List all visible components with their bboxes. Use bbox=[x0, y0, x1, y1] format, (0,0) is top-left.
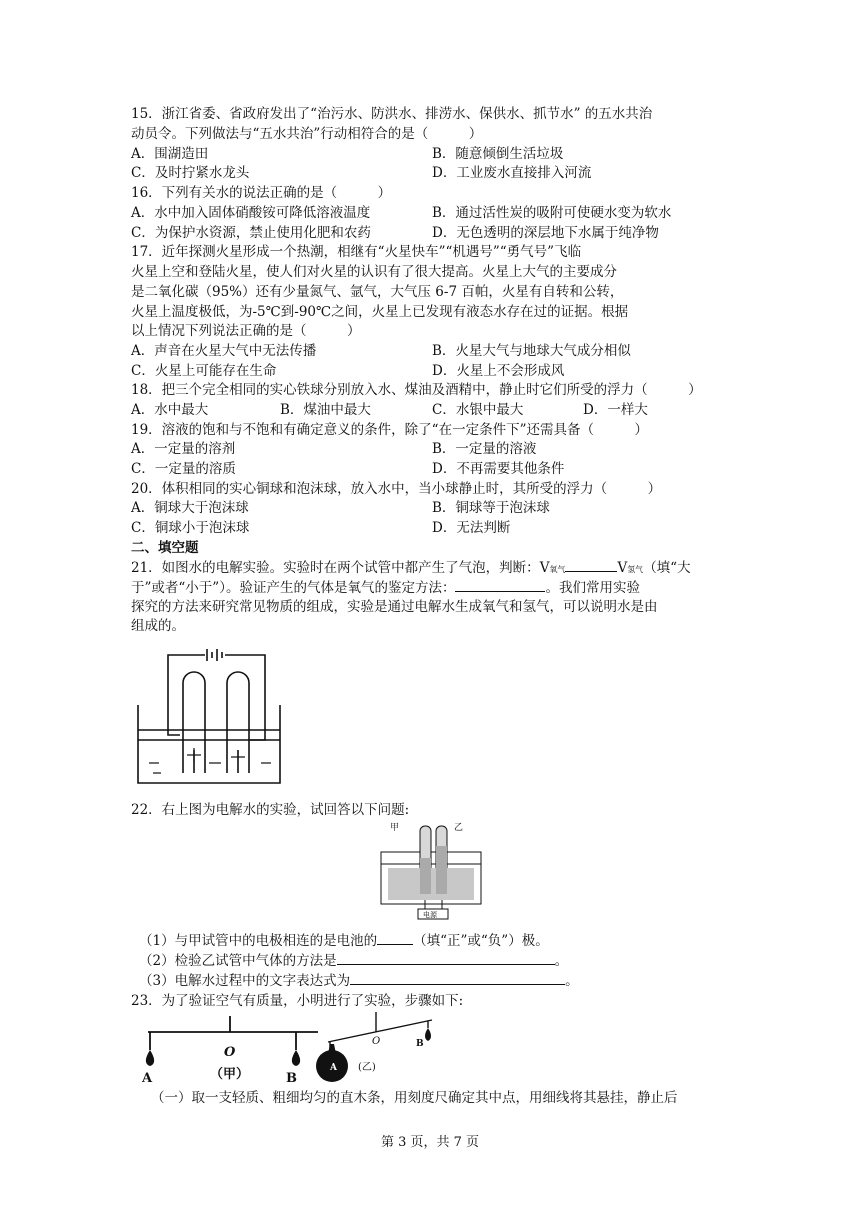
q18-option-b: B．煤油中最大 bbox=[280, 402, 371, 418]
q21-blank-1[interactable] bbox=[565, 558, 617, 572]
q22-blank-2[interactable] bbox=[337, 951, 555, 965]
q18-options bbox=[131, 401, 731, 419]
electrolysis-diagram-2 bbox=[378, 818, 484, 928]
q19-options-row1 bbox=[131, 440, 731, 458]
q15-option-d: D．工业废水直接排入河流 bbox=[432, 165, 592, 181]
fig2-label-a: A bbox=[330, 1063, 337, 1073]
q21-sub-hydrogen: 氢气 bbox=[627, 565, 644, 574]
q15-options-row1 bbox=[131, 145, 731, 163]
q21-blank-2[interactable] bbox=[455, 578, 545, 592]
q23-stem: 23．为了验证空气有质量，小明进行了实验，步骤如下: bbox=[131, 993, 464, 1009]
q22-sub3 bbox=[139, 971, 579, 990]
q21-v-hydrogen: V bbox=[617, 560, 628, 576]
q20-option-b: B．铜球等于泡沫球 bbox=[432, 500, 550, 516]
q20-option-d: D．无法判断 bbox=[432, 520, 511, 536]
fig2-label-o: O bbox=[372, 1036, 381, 1047]
q16-stem: 16．下列有关水的说法正确的是（ ） bbox=[131, 185, 392, 201]
fig1-caption: （甲） bbox=[210, 1067, 250, 1082]
q17-option-a: A．声音在火星大气中无法传播 bbox=[131, 343, 317, 359]
q21-text-2: （填“大 bbox=[643, 560, 691, 576]
q17-stem-line2: 火星上空和登陆火星，使人们对火星的认识有了很大提高。火星上大气的主要成分 bbox=[131, 264, 617, 280]
q15-option-b: B．随意倾倒生活垃圾 bbox=[432, 146, 564, 162]
q15-stem-line2: 动员令。下列做法与“五水共治”行动相符合的是（ ） bbox=[131, 126, 483, 142]
q16-option-a: A．水中加入固体硝酸铵可降低溶液温度 bbox=[131, 205, 371, 221]
q17-option-c: C．火星上可能存在生命 bbox=[131, 363, 277, 379]
q22-sub2 bbox=[139, 951, 568, 970]
q16-options-row2 bbox=[131, 224, 731, 242]
fig2-caption: (乙) bbox=[358, 1062, 376, 1073]
label-yi: 乙 bbox=[454, 823, 464, 833]
q21-line4: 组成的。 bbox=[131, 618, 185, 634]
q22-sub2-text: （2）检验乙试管中气体的方法是 bbox=[139, 953, 337, 969]
label-jia: 甲 bbox=[390, 823, 400, 833]
q22-blank-1[interactable] bbox=[377, 931, 413, 945]
q17-stem-line4: 火星上温度极低，为-5℃到-90℃之间，火星上已发现有液态水存在过的证据。根据 bbox=[131, 304, 629, 320]
fig1-label-a: A bbox=[142, 1071, 153, 1086]
q21-text-4: 。我们常用实验 bbox=[545, 580, 640, 596]
q20-options-row1 bbox=[131, 499, 731, 517]
q22-sub3-tail: 。 bbox=[565, 973, 579, 989]
q21-line3: 探究的方法来研究常见物质的组成，实验是通过电解水生成氧气和氢气，可以说明水是由 bbox=[131, 599, 658, 615]
q22-sub3-text: （3）电解水过程中的文字表达式为 bbox=[139, 973, 351, 989]
q17-options-row1 bbox=[131, 342, 731, 360]
q22-sub1 bbox=[139, 931, 549, 950]
q22-blank-3[interactable] bbox=[350, 971, 565, 985]
q20-options-row2 bbox=[131, 519, 731, 537]
balance-diagram-yi bbox=[310, 1010, 440, 1088]
page-footer: 第 3 页，共 7 页 bbox=[380, 1135, 480, 1150]
q16-option-c: C．为保护水资源，禁止使用化肥和农药 bbox=[131, 225, 371, 241]
q17-stem-line3: 是二氧化碳（95%）还有少量氮气、氩气，大气压 6-7 百帕，火星有自转和公转， bbox=[131, 284, 624, 300]
q17-options-row2 bbox=[131, 362, 731, 380]
balance-diagram-jia bbox=[138, 1012, 328, 1086]
q17-option-d: D．火星上不会形成风 bbox=[432, 363, 565, 379]
q21-v-oxygen: V bbox=[539, 560, 550, 576]
q19-options-row2 bbox=[131, 460, 731, 478]
section-heading: 二、填空题 bbox=[131, 540, 199, 556]
q21-line2 bbox=[131, 578, 640, 597]
q19-stem: 19．溶液的饱和与不饱和有确定意义的条件，除了“在一定条件下”还需具备（ ） bbox=[131, 422, 648, 438]
electrolysis-diagram-1 bbox=[135, 645, 285, 790]
q20-option-a: A．铜球大于泡沫球 bbox=[131, 500, 249, 516]
q21-sub-oxygen: 氧气 bbox=[549, 565, 566, 574]
q18-option-c: C．水银中最大 bbox=[432, 402, 524, 418]
fig2-label-b: B bbox=[416, 1039, 424, 1049]
q18-option-d: D．一样大 bbox=[583, 402, 648, 418]
q23-step1: （一）取一支轻质、粗细均匀的直木条，用刻度尺确定其中点，用细线将其悬挂，静止后 bbox=[151, 1090, 678, 1106]
q21-text-3: 于”或者“小于”）。验证产生的气体是氧气的鉴定方法： bbox=[131, 580, 456, 596]
fig1-label-b: B bbox=[286, 1071, 297, 1086]
q17-option-b: B．火星大气与地球大气成分相似 bbox=[432, 343, 631, 359]
q15-option-a: A．围湖造田 bbox=[131, 146, 209, 162]
q22-sub1-text: （1）与甲试管中的电极相连的是电池的 bbox=[139, 933, 378, 949]
q20-option-c: C．铜球小于泡沫球 bbox=[131, 520, 250, 536]
label-power: 电源 bbox=[423, 911, 437, 919]
q19-option-b: B．一定量的溶液 bbox=[432, 441, 537, 457]
q16-option-b: B．通过活性炭的吸附可使硬水变为软水 bbox=[432, 205, 672, 221]
q20-stem: 20．体积相同的实心铜球和泡沫球，放入水中，当小球静止时，其所受的浮力（ ） bbox=[131, 481, 662, 497]
q15-stem-line1: 15．浙江省委、省政府发出了“治污水、防洪水、排涝水、保供水、抓节水” 的五水共治 bbox=[131, 106, 653, 122]
q19-option-a: A．一定量的溶剂 bbox=[131, 441, 236, 457]
q15-option-c: C．及时拧紧水龙头 bbox=[131, 165, 250, 181]
q22-sub2-tail: 。 bbox=[554, 953, 569, 969]
fig1-label-o: O bbox=[224, 1045, 236, 1060]
q17-stem-line5: 以上情况下列说法正确的是（ ） bbox=[131, 323, 361, 339]
q22-stem: 22．右上图为电解水的实验，试回答以下问题: bbox=[131, 802, 410, 818]
q16-options-row1 bbox=[131, 204, 731, 222]
q19-option-c: C．一定量的溶质 bbox=[131, 461, 236, 477]
q21-line1 bbox=[131, 558, 691, 579]
q21-text-1: 21．如图水的电解实验。实验时在两个试管中都产生了气泡，判断： bbox=[131, 560, 540, 576]
q15-options-row2 bbox=[131, 164, 731, 182]
q17-stem-line1: 17．近年探测火星形成一个热潮，相继有“火星快车”“机遇号”“勇气号”飞临 bbox=[131, 244, 582, 260]
q18-stem: 18．把三个完全相同的实心铁球分别放入水、煤油及酒精中，静止时它们所受的浮力（ ） bbox=[131, 382, 702, 398]
q16-option-d: D．无色透明的深层地下水属于纯净物 bbox=[432, 225, 659, 241]
q18-option-a: A．水中最大 bbox=[131, 402, 209, 418]
q22-sub1-tail: （填“正”或“负”）极。 bbox=[413, 933, 549, 949]
q19-option-d: D．不再需要其他条件 bbox=[432, 461, 565, 477]
